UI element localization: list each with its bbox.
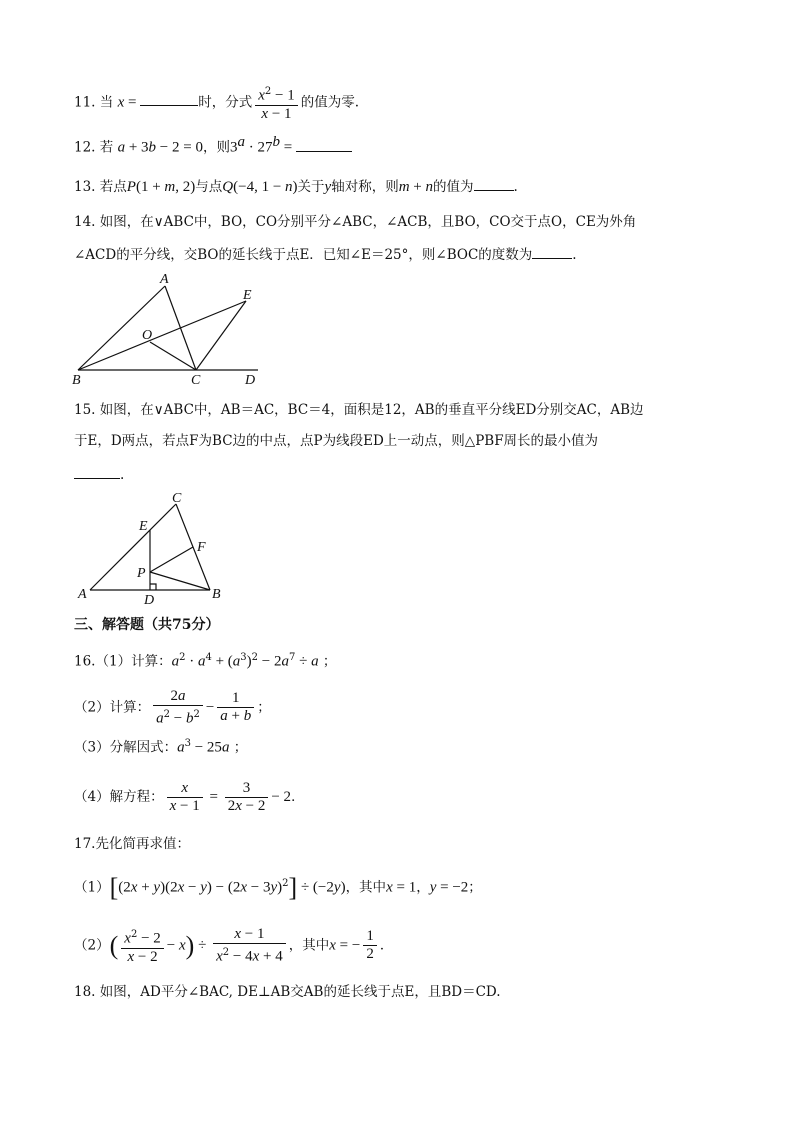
question-17-part-2: （2）( $\frac{x^2 - 2}{x - 2}$ − x) ÷ $\frac{x - 1}{x^2 - 4x + 4}$ ，其中x = − $\frac{1}{2}$ ． [74, 926, 394, 965]
label-P: P [137, 566, 146, 581]
answer-blank[interactable] [532, 244, 572, 259]
question-15: 15. 如图，在∨ABC中，AB＝AC，BC＝4，面积是12，AB的垂直平分线ED分别交AC，AB边 [74, 402, 644, 418]
question-14-line2: ∠ACD的平分线，交BO的延长线于点E．已知∠E＝25°，则∠BOC的度数为 . [74, 244, 577, 265]
answer-blank[interactable] [474, 176, 514, 191]
label-B: B [212, 587, 221, 602]
question-16-part-4: （4）解方程： $\frac{x}{x - 1}$ = $\frac{3}{2x - 2}$ − 2． [74, 780, 305, 814]
question-16-part-3: （3）分解因式：$a^3 - 25a$ ； [74, 738, 248, 756]
label-E: E [243, 288, 252, 303]
question-16-part-1: 16.（1）计算：$a^2 \cdot a^4 + (a^3)^2 - 2a^7 \div a$ ； [74, 652, 337, 670]
answer-blank[interactable] [74, 464, 120, 479]
question-15-line3: . [74, 464, 124, 485]
question-14: 14. 如图，在∨ABC中，BO，CO分别平分∠ABC，∠ACB，且BO，CO交于点O，CE为外角 [74, 214, 637, 230]
label-D: D [245, 373, 256, 388]
answer-blank[interactable] [296, 137, 352, 152]
question-12: 12. 若 a + 3b − 2 = 0，则$3^a \cdot 27^b$ = [74, 132, 352, 158]
label-E: E [139, 519, 148, 534]
figure-15 [70, 488, 240, 608]
question-11: 11. 当 x = 时，分式 $\frac{x^2 - 1}{x - 1}$ 的值为零. [74, 83, 359, 123]
answer-blank[interactable] [140, 91, 198, 106]
label-C: C [172, 491, 182, 506]
question-17: 17.先化简再求值： [74, 836, 190, 852]
section-heading: 三、解答题（共75分） [74, 617, 220, 633]
label-C: C [191, 373, 201, 388]
figure-14 [60, 270, 280, 390]
label-F: F [197, 540, 206, 555]
fraction: $\frac{x^2 - 1}{x - 1}$ [255, 83, 298, 123]
question-17-part-1: $(1)[(2x + y)(2x - y) - (2x - 3y)^2] \div (-2y)$，其中x = 1，y = −2； [74, 873, 482, 902]
question-18: 18. 如图，AD平分∠BAC, DE⊥AB交AB的延长线于点E，且BD＝CD. [74, 984, 501, 1000]
question-13: 13. 若点P(1 + m, 2)与点Q(−4, 1 − n)关于y轴对称，则m + n的值为 . [74, 176, 518, 197]
label-B: B [72, 373, 81, 388]
label-A: A [78, 587, 87, 602]
question-16-part-2: （2）计算： $\frac{2a}{a^2 - b^2}$ − $\frac{1}{a + b}$ ； [74, 688, 271, 727]
label-A: A [160, 272, 169, 287]
label-D: D [144, 593, 155, 608]
label-O: O [142, 328, 153, 343]
question-15-line2: 于E，D两点，若点F为BC边的中点，点P为线段ED上一动点，则△PBF周长的最小值为 [74, 433, 599, 449]
